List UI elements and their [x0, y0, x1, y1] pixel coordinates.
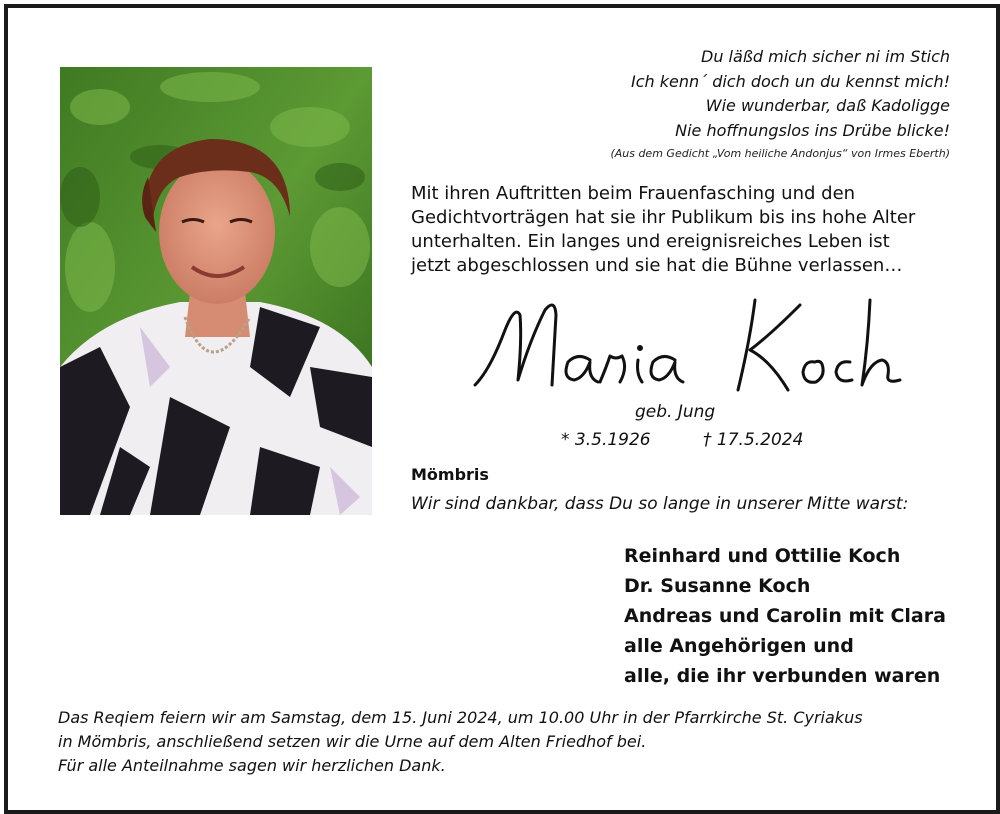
death-date: † 17.5.2024: [703, 430, 804, 450]
poem-line: Wie wunderbar, daß Kadoligge: [705, 96, 950, 115]
thanks-line: Wir sind dankbar, dass Du so lange in unserer Mitte warst:: [411, 494, 909, 514]
mourner-line: alle, die ihr verbunden waren: [624, 665, 941, 687]
poem-line: Nie hoffnungslos ins Drübe blicke!: [675, 120, 950, 140]
mourner-line: alle Angehörigen und: [624, 635, 854, 657]
intro-line: unterhalten. Ein langes und ereignisreiches Leben ist: [411, 231, 890, 252]
mourner-line: Reinhard und Ottilie Koch: [624, 545, 901, 567]
footer-line: in Mömbris, anschließend setzen wir die Urne auf dem Alten Friedhof bei.: [58, 732, 647, 751]
maiden-name: geb. Jung: [635, 402, 716, 422]
birth-date: * 3.5.1926: [561, 430, 651, 450]
poem-source: (Aus dem Gedicht „Vom heiliche Andonjus“ von Irmes Eberth): [610, 147, 950, 160]
intro-paragraph: [411, 182, 971, 278]
poem: [610, 45, 950, 163]
mourners-list: [624, 541, 946, 691]
place-name: Mömbris: [411, 465, 489, 484]
poem-line: Ich kenn´ dich doch un du kennst mich!: [630, 71, 950, 91]
poem-line: Du läßd mich sicher ni im Stich: [701, 47, 950, 66]
portrait-photo: [60, 67, 372, 515]
mourner-line: Andreas und Carolin mit Clara: [624, 605, 946, 627]
service-notice: [58, 706, 863, 778]
intro-line: Gedichtvorträgen hat sie ihr Publikum bis ins hohe Alter: [411, 207, 916, 228]
deceased-name-signature: [470, 290, 910, 405]
footer-line: Das Reqiem feiern wir am Samstag, dem 15. Juni 2024, um 10.00 Uhr in der Pfarrkirche St. Cyriakus: [58, 708, 863, 727]
intro-line: jetzt abgeschlossen und sie hat die Bühne verlassen…: [411, 255, 903, 276]
mourner-line: Dr. Susanne Koch: [624, 575, 811, 597]
footer-line: Für alle Anteilnahme sagen wir herzlichen Dank.: [58, 756, 446, 775]
intro-line: Mit ihren Auftritten beim Frauenfasching und den: [411, 183, 856, 204]
